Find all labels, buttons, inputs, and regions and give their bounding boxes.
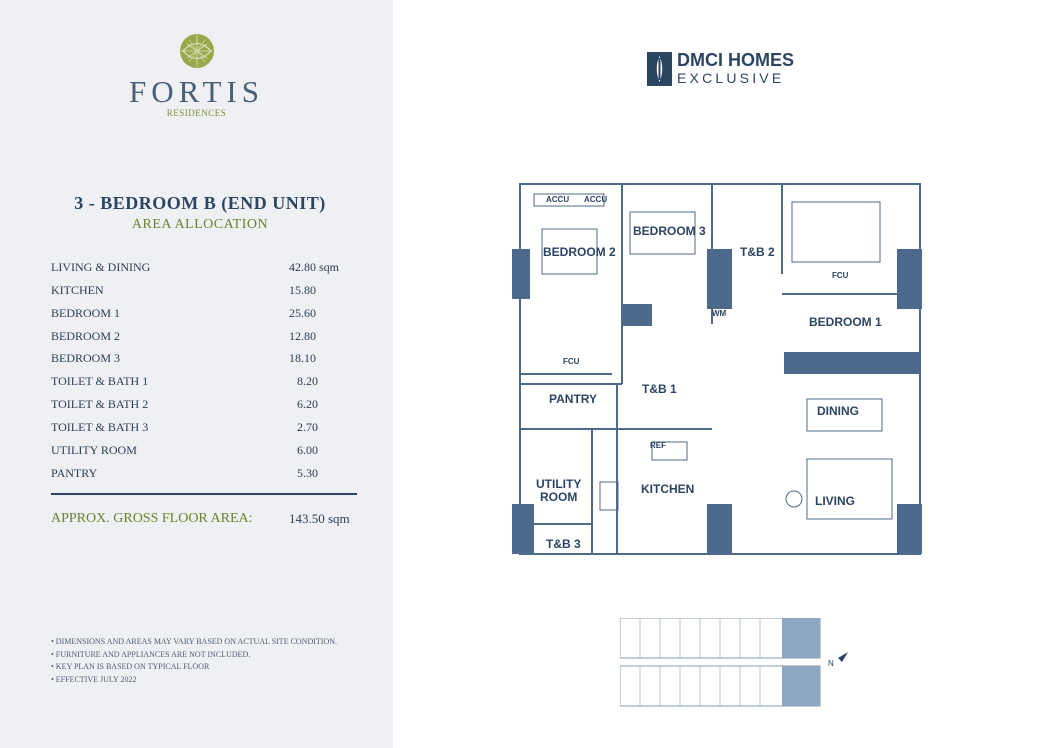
area-value: 6.20 — [297, 397, 318, 411]
dmci-logo-icon — [647, 52, 672, 86]
plan-label-tb1: T&B 1 — [642, 382, 677, 396]
area-label: KITCHEN — [51, 283, 104, 297]
gross-floor-area — [51, 511, 361, 527]
area-label: PANTRY — [51, 466, 98, 480]
area-value: 18.10 — [289, 351, 316, 365]
plan-label-tb3: T&B 3 — [546, 537, 581, 551]
area-value: 12.80 — [289, 329, 316, 343]
fortis-leaf-logo — [177, 32, 217, 70]
area-row — [51, 397, 361, 415]
plan-label-wm: WM — [712, 309, 727, 318]
area-row — [51, 260, 361, 278]
plan-label-accu: ACCU — [584, 195, 608, 204]
area-value: 8.20 — [297, 374, 318, 388]
note-item: • KEY PLAN IS BASED ON TYPICAL FLOOR — [51, 662, 210, 671]
plan-label-tb2: T&B 2 — [740, 245, 775, 259]
note-item: • EFFECTIVE JULY 2022 — [51, 674, 137, 684]
area-value: 42.80 sqm — [289, 260, 340, 274]
plan-label-bedroom2: BEDROOM 2 — [543, 245, 616, 259]
area-row — [51, 420, 361, 438]
area-row — [51, 306, 361, 324]
area-label: TOILET & BATH 1 — [51, 374, 149, 388]
plan-label-utility: UTILITY — [536, 477, 582, 491]
plan-label-bedroom3: BEDROOM 3 — [633, 224, 706, 238]
plan-label-dining: DINING — [817, 404, 859, 418]
area-value: 25.60 — [289, 306, 316, 320]
plan-label-pantry: PANTRY — [549, 392, 597, 406]
plan-label-accu: ACCU — [546, 195, 570, 204]
notes — [51, 636, 337, 686]
plan-label-bedroom1: BEDROOM 1 — [809, 315, 882, 329]
plan-label-kitchen: KITCHEN — [641, 482, 695, 496]
area-label: TOILET & BATH 2 — [51, 397, 149, 411]
area-label: LIVING & DINING — [51, 260, 151, 274]
area-label: BEDROOM 1 — [51, 306, 121, 320]
area-value: 5.30 — [297, 466, 318, 480]
plan-label-ref: REF — [650, 441, 666, 450]
note-item: • DIMENSIONS AND AREAS MAY VARY BASED ON ACTUAL SITE CONDITION. — [51, 637, 338, 646]
brand-name: FORTIS — [129, 74, 264, 109]
area-row — [51, 374, 361, 392]
area-row — [51, 351, 361, 369]
area-row — [51, 443, 361, 461]
divider — [51, 493, 357, 495]
unit-subtitle: AREA ALLOCATION — [131, 217, 269, 232]
area-label: TOILET & BATH 3 — [51, 420, 149, 434]
area-value: 6.00 — [297, 443, 318, 457]
gfa-value: 143.50 sqm — [289, 511, 350, 526]
area-value: 15.80 — [289, 283, 316, 297]
plan-label-room: ROOM — [540, 490, 578, 504]
brand-subtitle: RESIDENCES — [166, 108, 227, 118]
north-label: N — [828, 659, 834, 668]
area-label: BEDROOM 2 — [51, 329, 121, 343]
developer-name: DMCI HOMES — [677, 50, 794, 70]
plan-label-fcu: FCU — [563, 357, 580, 366]
note-item: • FURNITURE AND APPLIANCES ARE NOT INCLUDED. — [51, 649, 251, 659]
area-row — [51, 283, 361, 301]
area-label: BEDROOM 3 — [51, 351, 121, 365]
gfa-label: APPROX. GROSS FLOOR AREA: — [51, 511, 253, 526]
area-value: 2.70 — [297, 420, 318, 434]
north-arrow-icon — [838, 652, 848, 662]
plan-label-fcu: FCU — [832, 271, 849, 280]
area-label: UTILITY ROOM — [51, 443, 137, 457]
unit-title: 3 - BEDROOM B (END UNIT) — [74, 193, 326, 213]
floor-plan — [512, 174, 942, 559]
area-row — [51, 466, 361, 484]
area-row — [51, 329, 361, 347]
developer-tagline: EXCLUSIVE — [677, 70, 785, 86]
info-panel — [0, 0, 393, 748]
plan-label-living: LIVING — [815, 494, 856, 508]
key-plan — [620, 618, 852, 708]
